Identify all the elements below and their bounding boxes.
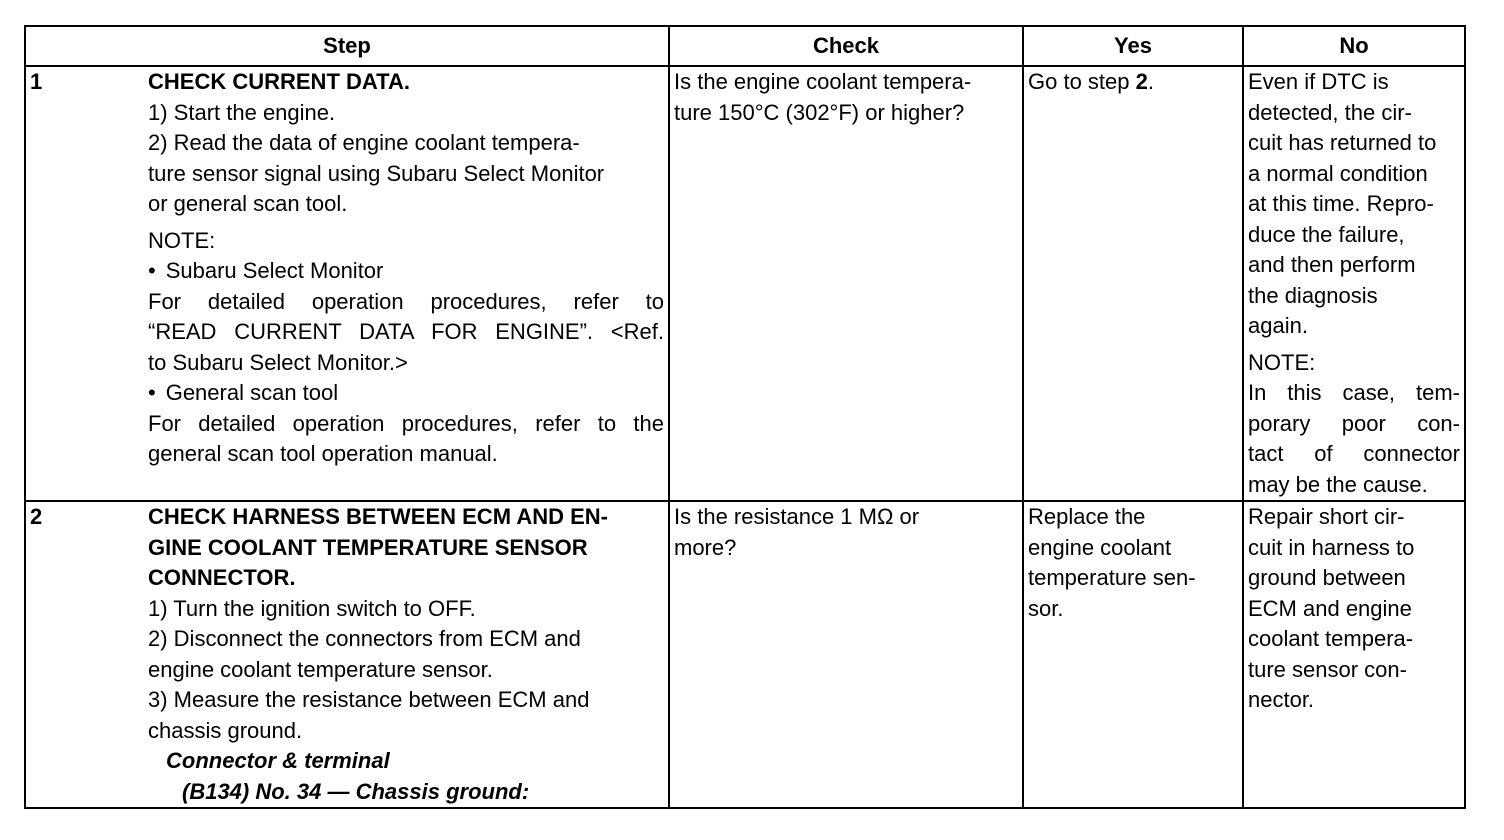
header-no: No — [1243, 26, 1465, 66]
step-instruction: 2) Disconnect the connectors from ECM and — [148, 626, 581, 651]
step-instruction: 2) Read the data of engine coolant tempera- — [148, 130, 580, 155]
step-instruction: or general scan tool. — [148, 191, 348, 216]
spec-value: (B134) No. 34 — Chassis ground: — [182, 778, 530, 804]
yes-suffix: . — [1147, 69, 1154, 94]
header-row — [25, 26, 1465, 66]
yes-text: Replace the — [1028, 504, 1146, 529]
yes-text — [1028, 67, 1238, 98]
yes-text: sor. — [1028, 595, 1064, 621]
no-text: ECM and engine — [1248, 595, 1412, 621]
yes-cell-1 — [1023, 66, 1243, 501]
step-instruction: 1) Start the engine. — [148, 99, 336, 125]
yes-step-link: 2 — [1135, 69, 1148, 94]
no-text: again. — [1248, 313, 1308, 338]
no-note-text: porary poor con- — [1248, 410, 1460, 436]
step-number: 2 — [30, 504, 43, 529]
no-text: and then perform — [1248, 252, 1416, 277]
spec-label: Connector & terminal — [166, 748, 390, 773]
no-text: ground between — [1248, 565, 1406, 590]
no-text: coolant tempera- — [1248, 626, 1414, 651]
step-instruction: 3) Measure the resistance between ECM and — [148, 687, 590, 712]
no-text: at this time. Repro- — [1248, 191, 1434, 216]
note-bullet: • General scan tool — [148, 378, 664, 409]
step-title: CHECK CURRENT DATA. — [148, 69, 410, 94]
step-title: GINE COOLANT TEMPERATURE SENSOR — [148, 534, 588, 560]
no-text: a normal condition — [1248, 160, 1428, 186]
check-text: more? — [674, 534, 737, 560]
step-instruction: engine coolant temperature sensor. — [148, 656, 493, 682]
step-instruction: ture sensor signal using Subaru Select Monitor — [148, 160, 605, 186]
note-text: For detailed operation procedures, refer to the — [148, 410, 664, 436]
step-instruction: 1) Turn the ignition switch to OFF. — [148, 595, 476, 621]
no-note-text: may be the cause. — [1248, 471, 1428, 497]
table-row — [25, 66, 1465, 501]
step-number: 1 — [30, 69, 43, 94]
no-cell-2 — [1243, 501, 1465, 808]
diagnostic-table-frame — [24, 25, 1464, 809]
no-text: duce the failure, — [1248, 221, 1405, 247]
table-row — [25, 501, 1465, 808]
no-cell-1 — [1243, 66, 1465, 501]
no-text: nector. — [1248, 687, 1315, 712]
step-cell-1 — [25, 66, 669, 501]
note-text: general scan tool operation manual. — [148, 441, 498, 466]
no-text: ture sensor con- — [1248, 656, 1407, 682]
note-text: to Subaru Select Monitor.> — [148, 349, 408, 375]
check-text: Is the resistance 1 MΩ or — [674, 504, 920, 529]
note-text: “READ CURRENT DATA FOR ENGINE”. <Ref. — [148, 319, 664, 344]
note-text: For detailed operation procedures, refer to — [148, 288, 664, 314]
no-text: detected, the cir- — [1248, 99, 1412, 125]
yes-prefix: Go to step — [1028, 69, 1136, 94]
header-step: Step — [25, 26, 669, 66]
check-text: ture 150°C (302°F) or higher? — [674, 99, 965, 125]
no-note-label: NOTE: — [1248, 349, 1316, 375]
no-note-text: In this case, tem- — [1248, 380, 1460, 405]
check-cell-1 — [669, 66, 1023, 501]
note-bullet: • Subaru Select Monitor — [148, 256, 664, 287]
check-cell-2 — [669, 501, 1023, 808]
no-text: cuit has returned to — [1248, 130, 1437, 155]
header-check: Check — [669, 26, 1023, 66]
check-text: Is the engine coolant tempera- — [674, 69, 972, 94]
no-text: the diagnosis — [1248, 282, 1378, 308]
yes-cell-2 — [1023, 501, 1243, 808]
no-text: Even if DTC is — [1248, 69, 1389, 94]
step-cell-2 — [25, 501, 669, 808]
no-text: cuit in harness to — [1248, 534, 1415, 560]
header-yes: Yes — [1023, 26, 1243, 66]
yes-text: temperature sen- — [1028, 565, 1196, 590]
diagnostic-table — [24, 25, 1466, 809]
step-instruction: chassis ground. — [148, 717, 303, 743]
no-text: Repair short cir- — [1248, 504, 1405, 529]
yes-text: engine coolant — [1028, 534, 1172, 560]
step-title: CONNECTOR. — [148, 565, 296, 590]
no-note-text: tact of connector — [1248, 441, 1460, 466]
step-body — [148, 502, 668, 807]
note-label: NOTE: — [148, 227, 216, 253]
step-title: CHECK HARNESS BETWEEN ECM AND EN- — [148, 504, 608, 529]
step-body — [148, 67, 668, 470]
